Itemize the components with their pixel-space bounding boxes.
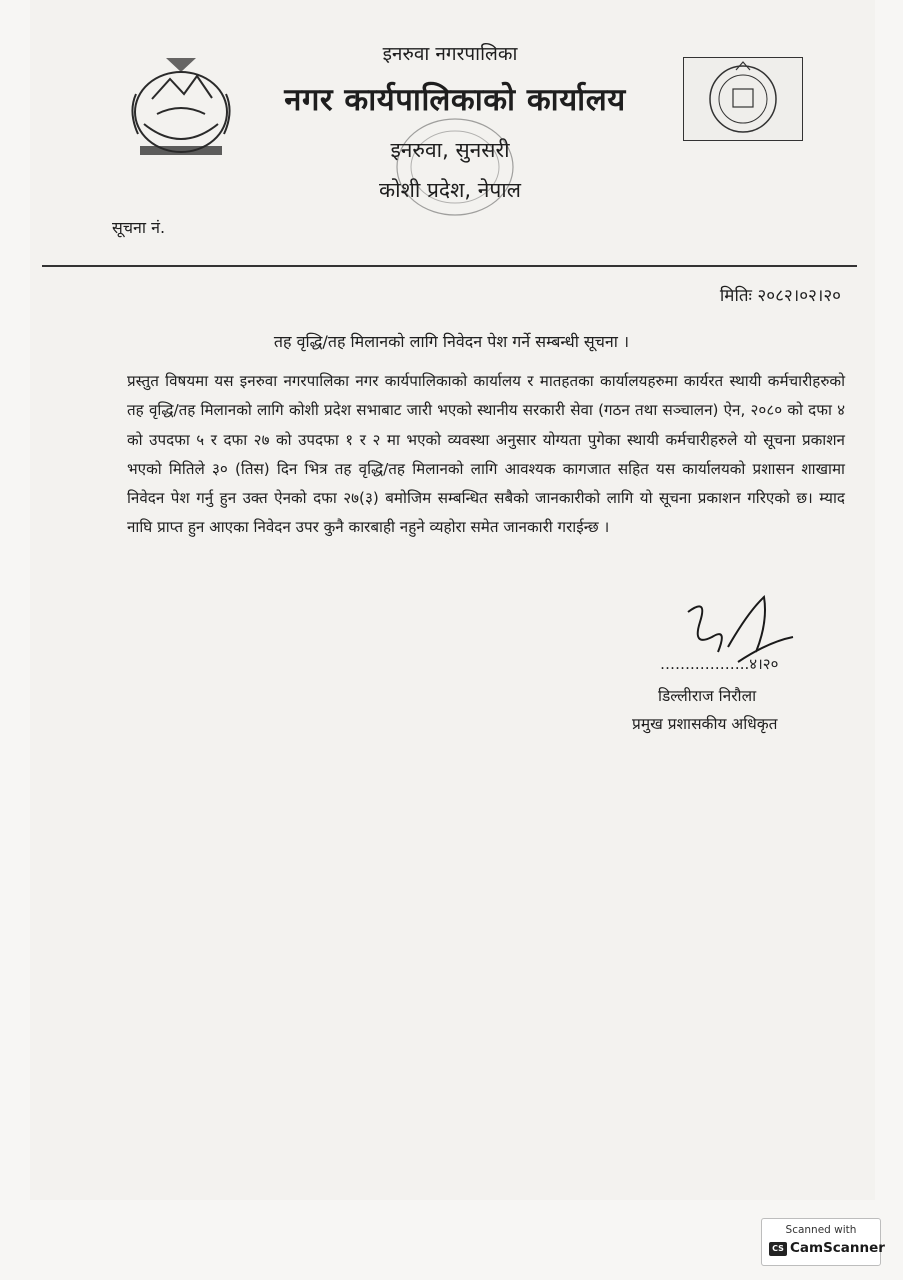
notice-number-label: सूचना नं. [112, 218, 166, 237]
address-province: कोशी प्रदेश, नेपाल [379, 178, 521, 202]
signatory-title: प्रमुख प्रशासकीय अधिकृत [632, 715, 778, 733]
nepal-emblem-icon [122, 54, 240, 164]
header-divider [42, 265, 857, 267]
municipality-seal [683, 57, 803, 141]
signatory-name: डिल्लीराज निरौला [658, 687, 757, 705]
signature-date-mark: …….………..४।२० [660, 655, 779, 673]
notice-body: प्रस्तुत विषयमा यस इनरुवा नगरपालिका नगर कार्यपालिकाको कार्यालय र मातहतका कार्यालयहरुमा कार्यरत स्थायी कर्मचारीहरुको तह वृद्धि/तह मिलानको लागि कोशी प्रदेश सभाबाट जारी भएको स्थानीय सरकारी सेवा (गठन तथा सञ्चालन) ऐन, २०८० को दफा ४ को उपदफा ५ र दफा २७ को उपदफा १ र २ मा भएको व्यवस्था अनुसार योग्यता पुगेका स्थायी कर्मचारीहरुले यो सूचना प्रकाशन भएको मितिले ३० (तिस) दिन भित्र तह वृद्धि/तह मिलानको लागि आवश्यक कागजात सहित यस कार्यालयको प्रशासन शाखामा निवेदन पेश गर्नु हुन उक्त ऐनको दफा २७(३) बमोजिम सम्बन्धित सबैको जानकारीको लागि यो सूचना प्रकाशन गरिएको छ। म्याद नाघि प्राप्त हुन आएका निवेदन उपर कुनै कारबाही नहुने व्यहोरा समेत जानकारी गराईन्छ । [127, 372, 845, 537]
camscanner-badge [761, 1218, 885, 1266]
notice-subject: तह वृद्धि/तह मिलानको लागि निवेदन पेश गर्ने सम्बन्धी सूचना । [273, 332, 630, 351]
municipality-logo-icon [684, 58, 802, 140]
office-stamp-icon [390, 112, 520, 222]
address-city: इनरुवा, सुनसरी [390, 138, 510, 162]
notice-date: मितिः २०८२।०२।२० [719, 286, 841, 306]
scanned-with-label: Scanned with [785, 1224, 857, 1236]
camscanner-brand: CamScanner [790, 1240, 885, 1256]
camscanner-logo-icon: CS [769, 1242, 787, 1256]
municipality-name: इनरुवा नगरपालिका [382, 43, 518, 65]
office-title: नगर कार्यपालिकाको कार्यालय [284, 82, 626, 118]
